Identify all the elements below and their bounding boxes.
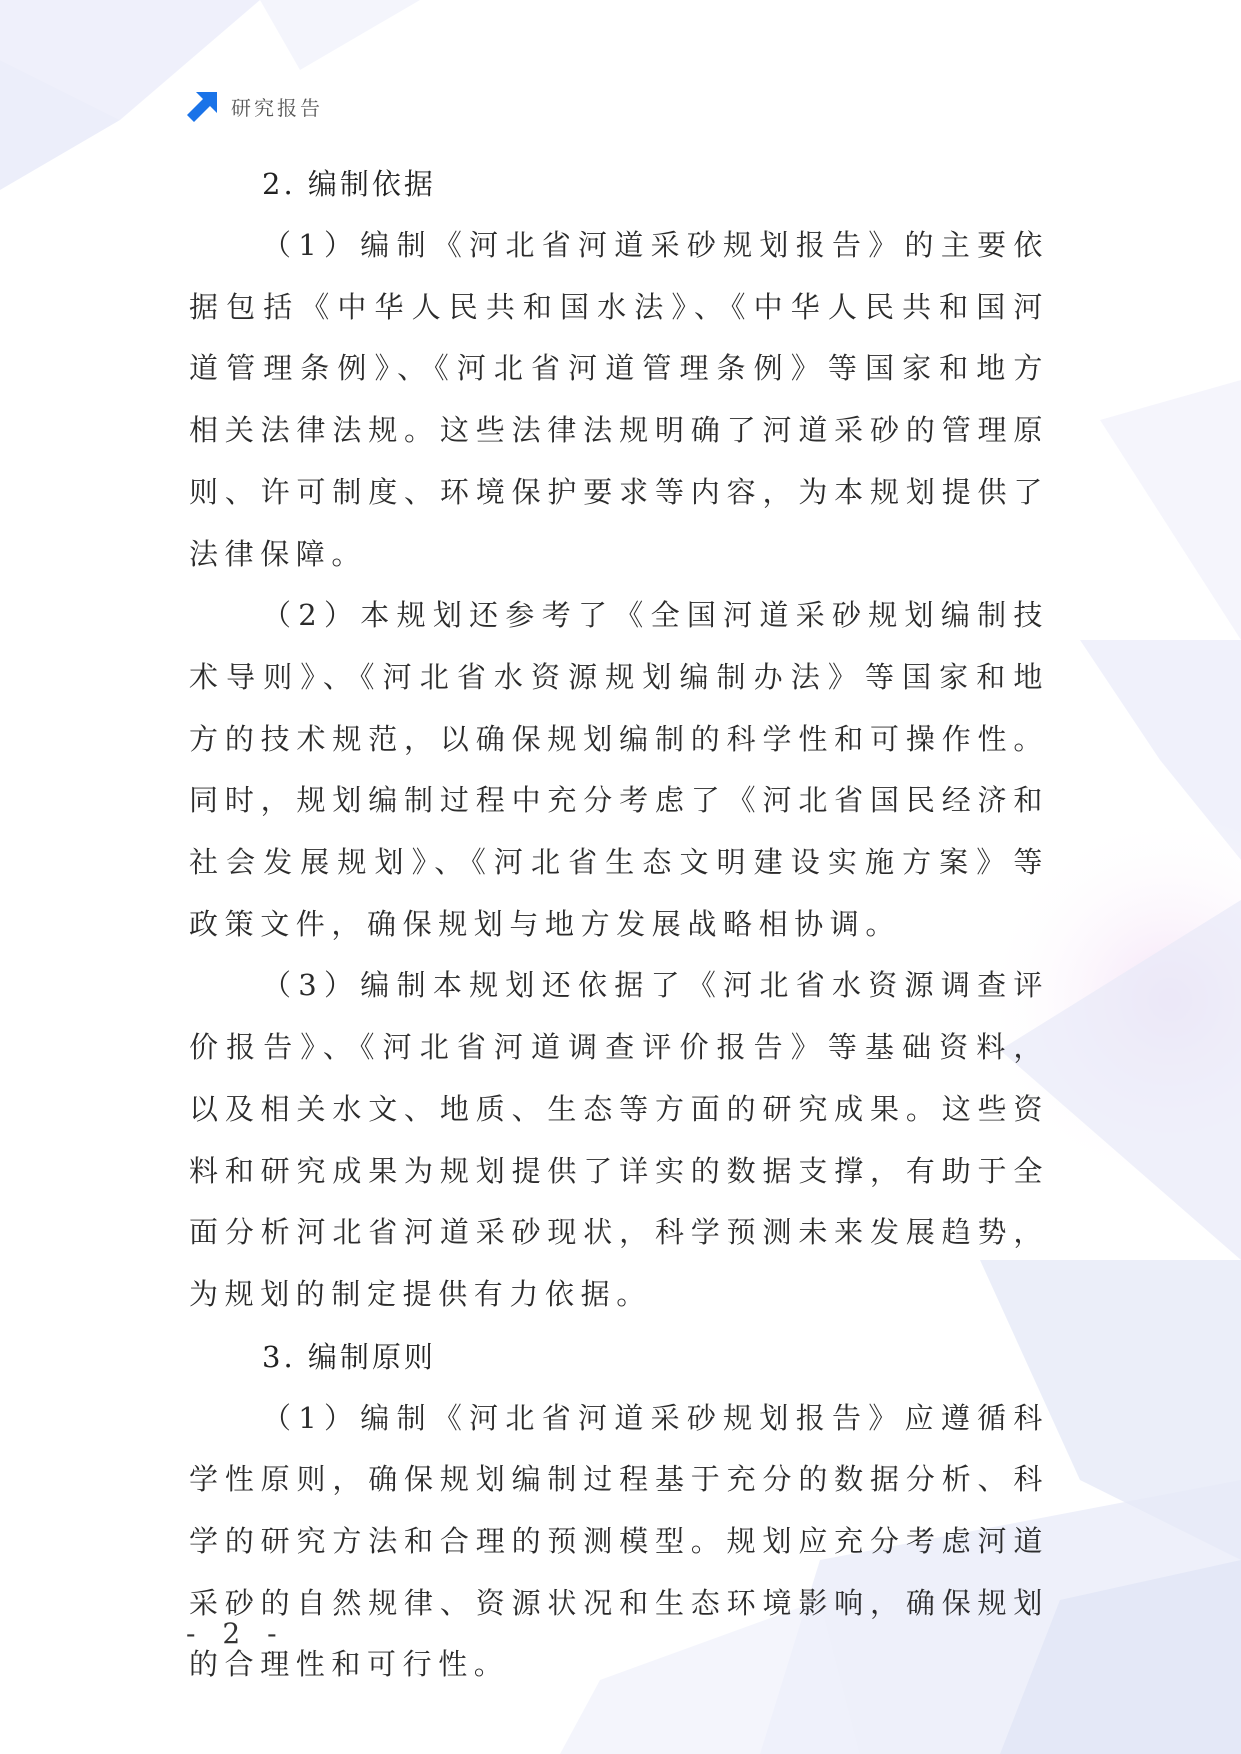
paragraph: （3）编制本规划还依据了《河北省水资源调查评价报告》、《河北省河道调查评价报告》等基础资料，以及相关水文、地质、生态等方面的研究成果。这些资料和研究成果为规划提供了详实的数据支撑，有助于全面分析河北省河道采砂现状，科学预测未来发展趋势，为规划的制定提供有力依据。 xyxy=(189,968,1049,1311)
paragraph: （1）编制《河北省河道采砂规划报告》应遵循科学性原则，确保规划编制过程基于充分的数据分析、科学的研究方法和合理的预测模型。规划应充分考虑河道采砂的自然规律、资源状况和生态环境影响，确保规划的合理性和可行性。 xyxy=(189,1400,1049,1682)
page-number: - 2 - xyxy=(186,1617,286,1650)
arrow-up-right-icon xyxy=(186,89,220,123)
page-header xyxy=(186,88,323,124)
document-body xyxy=(189,153,1049,1696)
section-heading: 2. 编制依据 xyxy=(262,167,436,201)
section-heading: 3. 编制原则 xyxy=(262,1339,436,1374)
paragraph: （2）本规划还参考了《全国河道采砂规划编制技术导则》、《河北省水资源规划编制办法》等国家和地方的技术规范，以确保规划编制的科学性和可操作性。同时，规划编制过程中充分考虑了《河北省国民经济和社会发展规划》、《河北省生态文明建设实施方案》等政策文件，确保规划与地方发展战略相协调。 xyxy=(189,598,1049,941)
header-title: 研究报告 xyxy=(231,95,323,120)
paragraph: （1）编制《河北省河道采砂规划报告》的主要依据包括《中华人民共和国水法》、《中华人民共和国河道管理条例》、《河北省河道管理条例》等国家和地方相关法律法规。这些法律法规明确了河道采砂的管理原则、许可制度、环境保护要求等内容，为本规划提供了法律保障。 xyxy=(189,228,1049,571)
